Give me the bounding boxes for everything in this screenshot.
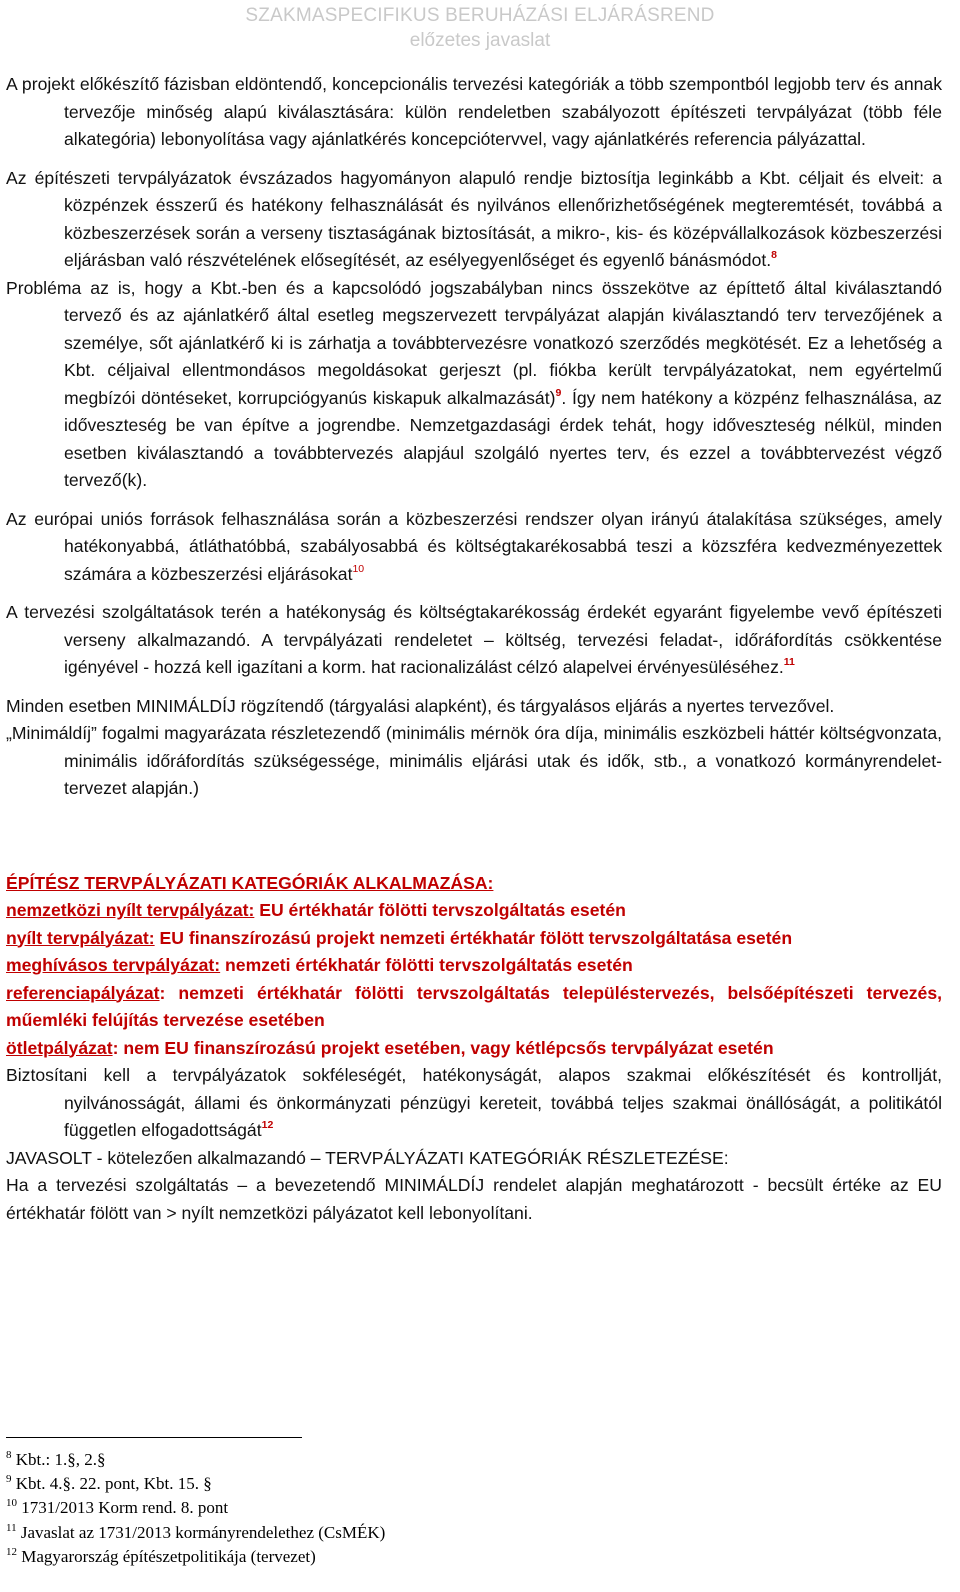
category-text-1: EU értékhatár fölötti tervszolgáltatás esetén bbox=[254, 900, 626, 920]
footnote-ref-11[interactable]: 11 bbox=[783, 656, 795, 668]
paragraph-3 bbox=[6, 275, 942, 495]
category-key-4: referenciapályázat bbox=[6, 982, 160, 1003]
paragraph-7: „Minimáldíj” fogalmi magyarázata részletezendő (minimális mérnök óra díja, minimális eszközbeli háttér költségvonzata, minimális időráfordítás szükségessége, minimális eljárási utak és idők, stb., a vonatkozó kormányrendelet-tervezet alapján.) bbox=[6, 723, 942, 798]
paragraph-4-text: Az európai uniós források felhasználása során a közbeszerzési rendszer olyan irányú átalakítása szükséges, amely hatékonyabbá, átláthatóbbá, szabályosabbá és költségtakarékosabbá teszi a közszféra kedvezményezettek számára a közbeszerzési eljárásokat bbox=[6, 508, 942, 584]
category-key-5: ötletpályázat bbox=[6, 1037, 113, 1058]
category-text-3: nemzeti értékhatár fölötti tervszolgáltatás esetén bbox=[220, 955, 633, 975]
footnote-number: 11 bbox=[6, 1521, 17, 1534]
paragraph-10: Ha a tervezési szolgáltatás – a bevezetendő MINIMÁLDÍJ rendelet alapján meghatározott - becsült értéke az EU értékhatár fölött van > nyílt nemzetközi pályázatot kell lebonyolítani. bbox=[6, 1175, 942, 1223]
footnote-ref-12[interactable]: 12 bbox=[261, 1119, 274, 1131]
paragraph-2-text: Az építészeti tervpályázatok évszázados hagyományon alapuló rendje biztosítja leginkább a Kbt. céljait és elveit: a közpénzek ésszerű és hatékony felhasználását és nyilvános ellenőrizhetőségének megteremtését, továbbá a közbeszerzések során a verseny tisztaságának biztosítását, a mikro-, kis- és középvállalkozások közbeszerzési eljárásban való részvételének elősegítését, az esélyegyenlőséget és egyenlő bánásmódot. bbox=[6, 167, 942, 270]
paragraph-8 bbox=[6, 1062, 942, 1145]
footnote-number: 12 bbox=[6, 1545, 17, 1558]
footnote-ref-10[interactable]: 10 bbox=[352, 562, 365, 575]
footnote-ref-9[interactable]: 9 bbox=[555, 386, 562, 399]
paragraph-3-text-b: . Így nem hatékony a közpénz felhasználása, az időveszteség be van építve a jogrendbe. Nemzetgazdasági érdek tehát, hogy időveszteség nélkül, minden esetben kiválasztandó a továbbtervezés alapjául szolgáló nyertes terv, és ezzel a továbbtervezést végző tervező(k). bbox=[64, 387, 942, 490]
footnote-10 bbox=[6, 1496, 706, 1520]
paragraph-5-text: A tervezési szolgáltatások terén a hatékonyság és költségtakarékosság érdekét egyaránt figyelembe vevő építészeti verseny alkalmazandó. A tervpályázati rendeletet – költség, tervezési feladat-, időráfordítás csökkentése igényével - hozzá kell igazítani a korm. hat racionalizálást célzó alapelvei érvényesüléséhez. bbox=[6, 602, 942, 677]
header-title: SZAKMASPECIFIKUS BERUHÁZÁSI ELJÁRÁSREND bbox=[245, 5, 715, 26]
footnote-number: 8 bbox=[6, 1449, 12, 1461]
footnote-separator bbox=[6, 1437, 302, 1438]
footnote-text: Kbt. 4.§. 22. pont, Kbt. 15. § bbox=[11, 1474, 212, 1494]
footnote-8 bbox=[6, 1448, 706, 1472]
footnote-text: Kbt.: 1.§, 2.§ bbox=[11, 1450, 106, 1469]
footnote-number: 9 bbox=[6, 1473, 12, 1486]
document-body bbox=[6, 71, 942, 1227]
category-key-3: meghívásos tervpályázat: bbox=[6, 955, 221, 975]
paragraph-8-text: Biztosítani kell a tervpályázatok sokféleségét, hatékonyságát, alapos szakmai előkészítését és kontrollját, nyilvánosságát, állami és önkormányzati pénzügyi kereteit, továbbá teljes szakmai önállóságát, a politikától független elfogadottságát bbox=[6, 1065, 942, 1140]
header-subtitle: előzetes javaslat bbox=[409, 30, 551, 51]
footnote-text: Magyarország építészetpolitikája (tervezet) bbox=[17, 1546, 316, 1566]
footnote-11 bbox=[6, 1521, 706, 1545]
category-key-2: nyílt tervpályázat: bbox=[6, 927, 155, 948]
category-text-5: : nem EU finanszírozású projekt esetében, vagy kétlépcsős tervpályázat esetén bbox=[112, 1037, 774, 1058]
category-item-1 bbox=[6, 897, 942, 925]
footnotes bbox=[6, 1448, 706, 1569]
paragraph-5 bbox=[6, 599, 942, 682]
paragraph-3-text-a: Probléma az is, hogy a Kbt.-ben és a kapcsolódó jogszabályban nincs összekötve az építtető által kiválasztandó tervező és az ajánlatkérő által esetleg megszervezett tervpályázat alapján kiválasztandó terv tervezőjének a személye, sőt ajánlatkérő ki is zárhatja a továbbtervezésre vonatkozó szerződés megkötését. Ez a lehetőség a Kbt. céljaival ellentmondásos megoldásokat gerjeszt (pl. fiókba került tervpályázatokat, nem egyértelmű megbízói döntéseket, korrupciógyanús kiskapuk alkalmazását) bbox=[6, 277, 942, 408]
footnote-ref-8[interactable]: 8 bbox=[771, 249, 777, 261]
category-text-2: EU finanszírozású projekt nemzeti értékhatár fölött tervszolgáltatása esetén bbox=[154, 927, 793, 948]
category-item-5 bbox=[6, 1035, 942, 1063]
category-item-3 bbox=[6, 952, 942, 980]
paragraph-2 bbox=[6, 165, 942, 275]
paragraph-9: JAVASOLT - kötelezően alkalmazandó – TERVPÁLYÁZATI KATEGÓRIÁK RÉSZLETEZÉSE: bbox=[6, 1147, 729, 1168]
paragraph-1: A projekt előkészítő fázisban eldöntendő, koncepcionális tervezési kategóriák a több szempontból legjobb terv és annak tervezője minőség alapú kiválasztására: külön rendeletben szabályozott építészeti tervpályázat (több féle alkategória) lebonyolítása vagy ajánlatkérés koncepciótervvel, vagy ajánlatkérés referencia pályázattal. bbox=[6, 74, 942, 149]
category-item-4 bbox=[6, 980, 942, 1035]
footnote-9 bbox=[6, 1472, 706, 1496]
footnote-number: 10 bbox=[6, 1497, 17, 1510]
footnote-text: 1731/2013 Korm rend. 8. pont bbox=[17, 1498, 229, 1518]
categories-title: ÉPÍTÉSZ TERVPÁLYÁZATI KATEGÓRIÁK ALKALMAZÁSA: bbox=[6, 872, 494, 893]
category-key-1: nemzetközi nyílt tervpályázat: bbox=[6, 900, 255, 920]
paragraph-6: Minden esetben MINIMÁLDÍJ rögzítendő (tárgyalási alapként), és tárgyalásos eljárás a nyertes tervezővel. bbox=[6, 695, 835, 716]
paragraph-4 bbox=[6, 506, 942, 589]
footnote-12 bbox=[6, 1545, 706, 1569]
category-text-4: : nemzeti értékhatár fölötti tervszolgáltatás településtervezés, belsőépítészeti tervezés, műemléki felújítás tervezése esetében bbox=[6, 982, 942, 1030]
category-item-2 bbox=[6, 925, 942, 953]
footnote-text: Javaslat az 1731/2013 kormányrendelethez (CsMÉK) bbox=[16, 1522, 386, 1542]
